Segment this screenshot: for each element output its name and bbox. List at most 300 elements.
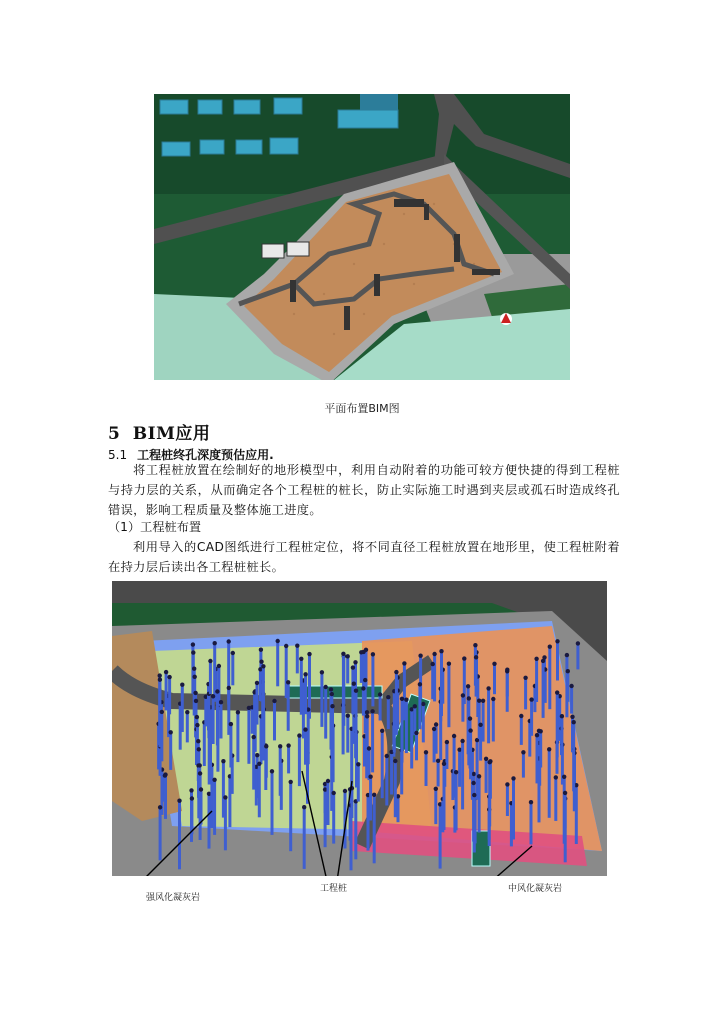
pile bbox=[213, 643, 216, 702]
pile-head bbox=[535, 733, 539, 737]
pile bbox=[570, 686, 573, 714]
pile-head bbox=[276, 639, 280, 643]
pile-head bbox=[432, 727, 436, 731]
pile-head bbox=[413, 704, 417, 708]
pile-head bbox=[404, 698, 408, 702]
pile bbox=[371, 711, 374, 772]
pile-head bbox=[562, 775, 566, 779]
pile-head bbox=[341, 652, 345, 656]
pile-head bbox=[529, 697, 533, 701]
pile bbox=[276, 641, 279, 686]
pile-head bbox=[284, 644, 288, 648]
pile-head bbox=[332, 791, 336, 795]
pile-head bbox=[270, 769, 274, 773]
pile bbox=[542, 661, 545, 718]
pile-head bbox=[330, 692, 334, 696]
paragraph-2: 利用导入的CAD图纸进行工程桩定位，将不同直径工程桩放置在地形里，使工程桩附着在持力层后读出各工程桩桩长。 bbox=[108, 540, 620, 574]
pile bbox=[440, 651, 443, 716]
pile-head bbox=[378, 692, 382, 696]
pile-head bbox=[190, 796, 194, 800]
pile-head bbox=[534, 657, 538, 661]
pile-head bbox=[576, 641, 580, 645]
pile bbox=[367, 795, 370, 851]
pile-head bbox=[570, 715, 574, 719]
pile-head bbox=[555, 639, 559, 643]
pile-head bbox=[468, 728, 472, 732]
pile bbox=[160, 712, 163, 761]
pile-head bbox=[478, 723, 482, 727]
section-number: 5 bbox=[108, 424, 121, 444]
pile bbox=[431, 664, 434, 699]
pile bbox=[163, 776, 166, 802]
pile-head bbox=[371, 652, 375, 656]
pile-head bbox=[400, 697, 404, 701]
pile-layout-figure bbox=[112, 581, 607, 876]
pile-head bbox=[351, 665, 355, 669]
pile bbox=[473, 795, 476, 852]
pile bbox=[506, 671, 509, 712]
pile-head bbox=[491, 697, 495, 701]
pile bbox=[159, 807, 162, 860]
site-plan-figure bbox=[154, 94, 570, 380]
pile-head bbox=[439, 649, 443, 653]
pile bbox=[259, 669, 262, 701]
pile bbox=[439, 804, 442, 868]
pile bbox=[387, 697, 390, 729]
pile bbox=[252, 737, 255, 790]
pile-head bbox=[330, 704, 334, 708]
pile bbox=[548, 647, 551, 710]
pile-head bbox=[505, 782, 509, 786]
pile bbox=[401, 699, 404, 763]
pile-head bbox=[158, 805, 162, 809]
pile-head bbox=[324, 685, 328, 689]
pile-head bbox=[488, 760, 492, 764]
pile-head bbox=[511, 776, 515, 780]
pile bbox=[262, 666, 265, 712]
subsection-title: 工程桩终孔深度预估应用. bbox=[137, 448, 274, 462]
pile-head bbox=[421, 702, 425, 706]
pile-head bbox=[523, 676, 527, 680]
pile-head bbox=[368, 775, 372, 779]
pile bbox=[287, 746, 290, 774]
pile-head bbox=[454, 770, 458, 774]
pile bbox=[512, 778, 515, 839]
pile-head bbox=[432, 652, 436, 656]
pile bbox=[346, 716, 349, 753]
pile bbox=[300, 659, 303, 715]
pile-head bbox=[353, 660, 357, 664]
pile bbox=[208, 794, 211, 849]
pile-head bbox=[445, 740, 449, 744]
pile-head bbox=[255, 753, 259, 757]
figure1-caption: 平面布置BIM图 bbox=[324, 402, 400, 415]
pile-head bbox=[303, 672, 307, 676]
subsection-number: 5.1 bbox=[108, 448, 128, 462]
pile bbox=[492, 699, 495, 742]
pile-head bbox=[326, 779, 330, 783]
pile bbox=[307, 710, 310, 765]
label-engineering-piles: 工程桩 bbox=[320, 884, 348, 894]
pile bbox=[536, 735, 539, 783]
pile-head bbox=[289, 780, 293, 784]
pile-head bbox=[352, 682, 356, 686]
pile-head bbox=[177, 799, 181, 803]
pile-head bbox=[180, 683, 184, 687]
pile bbox=[485, 759, 488, 793]
pile-head bbox=[231, 651, 235, 655]
pile bbox=[178, 801, 181, 870]
pile-head bbox=[286, 743, 290, 747]
section-title: BIM应用 bbox=[132, 424, 211, 444]
pile bbox=[524, 678, 527, 710]
pile bbox=[381, 731, 384, 798]
pile-head bbox=[198, 763, 202, 767]
pile bbox=[385, 756, 388, 806]
pile-head bbox=[272, 699, 276, 703]
pile-head bbox=[286, 680, 290, 684]
pile bbox=[461, 741, 464, 809]
pile-head bbox=[436, 759, 440, 763]
pile bbox=[265, 746, 268, 777]
pile-head bbox=[167, 675, 171, 679]
pile-head bbox=[199, 787, 203, 791]
pile-head bbox=[346, 654, 350, 658]
pile-head bbox=[359, 650, 363, 654]
pile-head bbox=[393, 759, 397, 763]
pile-head bbox=[414, 731, 418, 735]
pile-head bbox=[418, 682, 422, 686]
pile-head bbox=[329, 687, 333, 691]
pile-head bbox=[193, 691, 197, 695]
pile-head bbox=[196, 739, 200, 743]
pile-head bbox=[572, 720, 576, 724]
pile bbox=[535, 659, 538, 702]
pile-head bbox=[547, 747, 551, 751]
pile bbox=[304, 730, 307, 765]
pile bbox=[522, 752, 525, 777]
pile bbox=[354, 801, 357, 859]
pile-head bbox=[164, 670, 168, 674]
site-plan-drawing bbox=[154, 94, 570, 380]
pile bbox=[425, 752, 428, 786]
pile-head bbox=[560, 714, 564, 718]
pile-head bbox=[363, 678, 367, 682]
pile-head bbox=[195, 723, 199, 727]
pile-head bbox=[346, 714, 350, 718]
pile bbox=[165, 672, 168, 710]
pile bbox=[200, 790, 203, 825]
pile bbox=[443, 764, 446, 830]
pile-head bbox=[486, 686, 490, 690]
pile-head bbox=[447, 662, 451, 666]
pile bbox=[433, 729, 436, 762]
pile-head bbox=[299, 657, 303, 661]
pile-head bbox=[569, 684, 573, 688]
pile bbox=[530, 700, 533, 736]
pile-head bbox=[212, 778, 216, 782]
pile-head bbox=[472, 772, 476, 776]
pile-head bbox=[160, 710, 164, 714]
pile bbox=[255, 767, 258, 806]
pile-head bbox=[370, 709, 374, 713]
pile bbox=[539, 731, 542, 767]
pile bbox=[236, 712, 239, 762]
pile-head bbox=[529, 800, 533, 804]
pile-head bbox=[295, 644, 299, 648]
pile bbox=[556, 641, 559, 680]
pile bbox=[556, 693, 559, 758]
pile-head bbox=[474, 655, 478, 659]
pile-head bbox=[356, 762, 360, 766]
pile bbox=[304, 674, 307, 714]
pile-head bbox=[365, 714, 369, 718]
pile-head bbox=[197, 747, 201, 751]
pile bbox=[190, 799, 193, 835]
pile bbox=[224, 797, 227, 850]
pile-head bbox=[361, 686, 365, 690]
pile bbox=[360, 652, 363, 683]
pile bbox=[320, 672, 323, 727]
pile-head bbox=[442, 762, 446, 766]
pile-head bbox=[227, 639, 231, 643]
pile-head bbox=[466, 684, 470, 688]
pile bbox=[395, 672, 398, 735]
pile bbox=[488, 762, 491, 826]
pile-head bbox=[431, 662, 435, 666]
pile bbox=[331, 706, 334, 767]
pile-head bbox=[565, 653, 569, 657]
pile bbox=[296, 646, 299, 674]
pile-head bbox=[221, 759, 225, 763]
pile-head bbox=[555, 690, 559, 694]
pile-head bbox=[198, 771, 202, 775]
pile-head bbox=[554, 775, 558, 779]
pile bbox=[369, 777, 372, 821]
pile-head bbox=[386, 695, 390, 699]
pile bbox=[458, 750, 461, 787]
pile bbox=[204, 697, 207, 727]
pile bbox=[576, 643, 579, 669]
pile-head bbox=[192, 667, 196, 671]
pile bbox=[247, 708, 250, 764]
pile-head bbox=[213, 641, 217, 645]
pile bbox=[216, 692, 219, 746]
pile-head bbox=[320, 670, 324, 674]
pile bbox=[273, 701, 276, 740]
pile bbox=[229, 724, 232, 767]
pile-head bbox=[402, 661, 406, 665]
list-item-1: （1）工程桩布置 bbox=[108, 520, 202, 534]
pile-head bbox=[467, 696, 471, 700]
pile-head bbox=[477, 699, 481, 703]
pile-head bbox=[548, 645, 552, 649]
pile-head bbox=[259, 660, 263, 664]
pile bbox=[520, 716, 523, 745]
pile-head bbox=[303, 727, 307, 731]
pile-head bbox=[343, 789, 347, 793]
pile-head bbox=[471, 781, 475, 785]
pile-head bbox=[473, 643, 477, 647]
pile-head bbox=[461, 693, 465, 697]
pile bbox=[346, 656, 349, 683]
pile bbox=[168, 677, 171, 714]
pile bbox=[422, 704, 425, 742]
pile-head bbox=[261, 664, 265, 668]
pile-head bbox=[394, 670, 398, 674]
pile bbox=[342, 654, 345, 723]
pile bbox=[207, 694, 210, 738]
pile-head bbox=[264, 744, 268, 748]
pile bbox=[181, 685, 184, 732]
pile-head bbox=[566, 669, 570, 673]
pile bbox=[258, 764, 261, 818]
pile-head bbox=[223, 795, 227, 799]
pile bbox=[213, 780, 216, 835]
pile-head bbox=[541, 659, 545, 663]
pile-head bbox=[194, 699, 198, 703]
pile-head bbox=[418, 654, 422, 658]
pile bbox=[530, 802, 533, 844]
pile-layout-drawing bbox=[112, 581, 607, 876]
pile bbox=[434, 789, 437, 824]
pile bbox=[447, 664, 450, 728]
pile bbox=[478, 776, 481, 832]
pile bbox=[362, 689, 365, 716]
pile-head bbox=[477, 774, 481, 778]
pile bbox=[324, 687, 327, 739]
pile bbox=[327, 781, 330, 825]
pile-head bbox=[365, 710, 369, 714]
pile-head bbox=[215, 689, 219, 693]
pile-head bbox=[227, 686, 231, 690]
pile-head bbox=[217, 664, 221, 668]
pile-head bbox=[519, 714, 523, 718]
pile bbox=[298, 736, 301, 787]
pile-head bbox=[434, 722, 438, 726]
pile bbox=[231, 653, 234, 685]
pile bbox=[548, 749, 551, 818]
pile bbox=[487, 688, 490, 743]
pile-head bbox=[252, 735, 256, 739]
section-heading bbox=[108, 419, 210, 444]
label-medium-weathered-tuff: 中风化凝灰岩 bbox=[508, 884, 563, 894]
pile bbox=[479, 725, 482, 761]
pile-head bbox=[278, 744, 282, 748]
pile-head bbox=[424, 750, 428, 754]
pile bbox=[256, 683, 259, 725]
pile bbox=[415, 733, 418, 760]
pile bbox=[209, 661, 212, 694]
pile bbox=[560, 716, 563, 749]
pile-head bbox=[372, 793, 376, 797]
pile bbox=[220, 702, 223, 738]
pile-head bbox=[169, 730, 173, 734]
pile-head bbox=[193, 675, 197, 679]
pile-head bbox=[195, 715, 199, 719]
pile bbox=[289, 782, 292, 851]
pile-head bbox=[505, 669, 509, 673]
pile-head bbox=[563, 791, 567, 795]
pile bbox=[203, 722, 206, 766]
pile bbox=[397, 796, 400, 822]
pile bbox=[186, 712, 189, 742]
pile bbox=[405, 700, 408, 753]
pile-head bbox=[158, 678, 162, 682]
pile bbox=[324, 790, 327, 848]
pile bbox=[493, 664, 496, 694]
pile-head bbox=[255, 681, 259, 685]
pile-head bbox=[211, 694, 215, 698]
pile-head bbox=[259, 648, 263, 652]
pile-head bbox=[219, 700, 223, 704]
pile bbox=[564, 793, 567, 828]
pile-head bbox=[189, 788, 193, 792]
pile bbox=[371, 654, 374, 706]
pile-head bbox=[158, 673, 162, 677]
paragraph-1: 将工程桩放置在绘制好的地形模型中，利用自动附着的功能可较方便快捷的得到工程桩与持力层的关系，从而确定各个工程桩的桩长，防止实际施工时遇到夹层或孤石时造成终孔错误，影响工程质量及整体施工进度。 bbox=[108, 463, 620, 517]
pile bbox=[394, 761, 397, 817]
pile-head bbox=[492, 662, 496, 666]
pile bbox=[461, 695, 464, 721]
pile bbox=[418, 684, 421, 729]
pile bbox=[566, 671, 569, 702]
pile-head bbox=[229, 722, 233, 726]
pile bbox=[410, 709, 413, 768]
pile-head bbox=[367, 746, 371, 750]
pile bbox=[279, 746, 282, 796]
pile-head bbox=[354, 689, 358, 693]
pile bbox=[169, 732, 172, 770]
pile-head bbox=[385, 754, 389, 758]
pile-head bbox=[460, 739, 464, 743]
pile bbox=[303, 807, 306, 869]
pile-head bbox=[481, 699, 485, 703]
pile bbox=[390, 752, 393, 795]
pile-head bbox=[191, 642, 195, 646]
pile-head bbox=[452, 734, 456, 738]
pile-head bbox=[434, 787, 438, 791]
pile bbox=[287, 682, 290, 731]
pile bbox=[332, 793, 335, 844]
pile-head bbox=[539, 729, 543, 733]
pile-head bbox=[163, 773, 167, 777]
pile bbox=[212, 696, 215, 744]
pile-head bbox=[185, 710, 189, 714]
label-strong-weathered-tuff: 强风化凝灰岩 bbox=[146, 893, 201, 903]
pile bbox=[554, 777, 557, 821]
pile-head bbox=[302, 805, 306, 809]
pile bbox=[210, 765, 213, 828]
pile-head bbox=[484, 757, 488, 761]
pile bbox=[575, 785, 578, 844]
pile bbox=[572, 722, 575, 791]
pile-head bbox=[208, 659, 212, 663]
pile bbox=[355, 691, 358, 759]
pile-head bbox=[462, 656, 466, 660]
pile-head bbox=[468, 716, 472, 720]
pile bbox=[379, 695, 382, 721]
pile bbox=[506, 784, 509, 816]
pile-head bbox=[191, 650, 195, 654]
pile-head bbox=[521, 750, 525, 754]
pile bbox=[455, 772, 458, 830]
pile bbox=[373, 795, 376, 864]
pile bbox=[437, 761, 440, 787]
pile-head bbox=[236, 710, 240, 714]
pile bbox=[357, 764, 360, 801]
pile-head bbox=[307, 652, 311, 656]
